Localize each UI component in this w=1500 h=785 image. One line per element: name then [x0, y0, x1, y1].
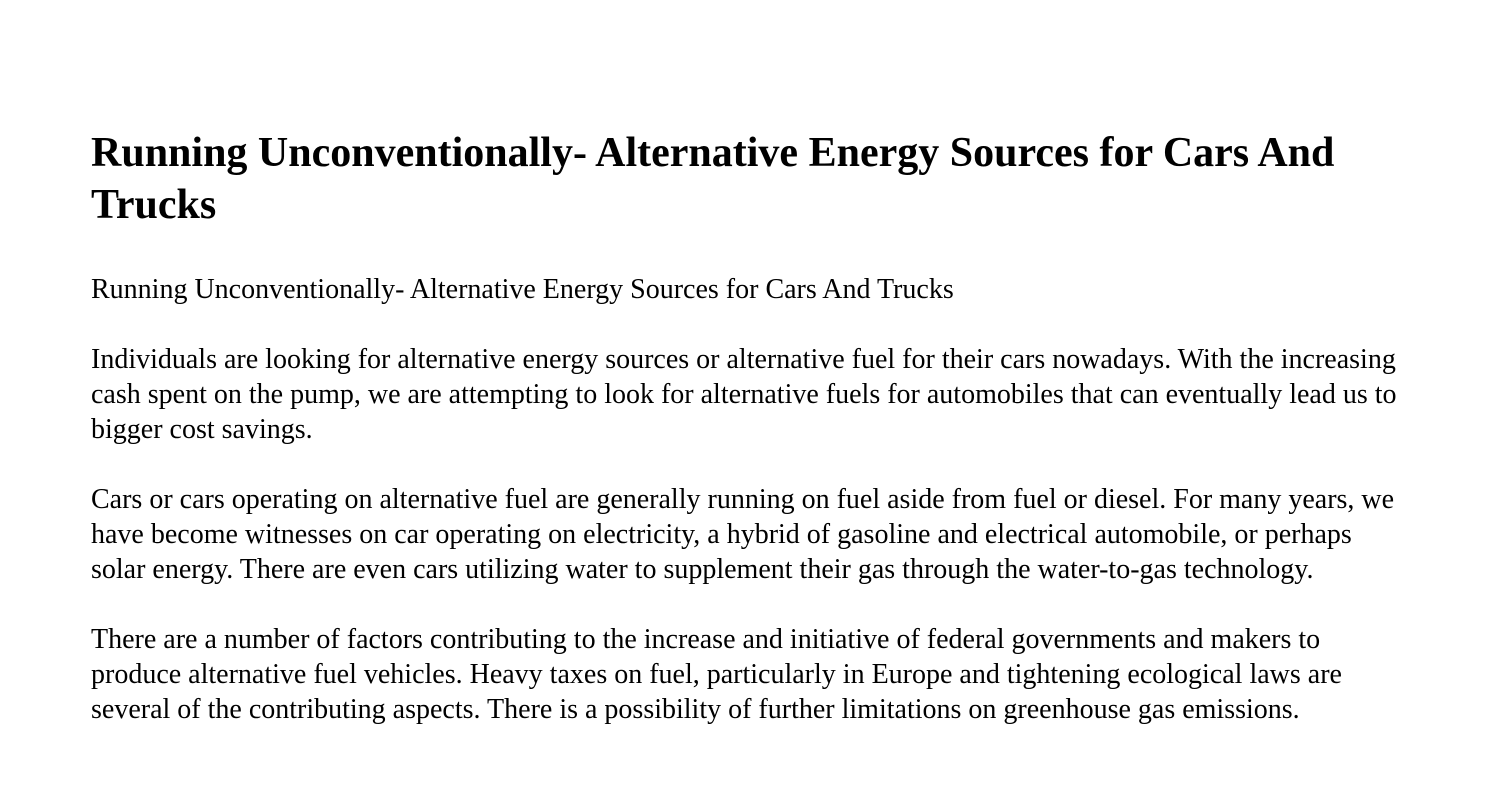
body-paragraph-2: Cars or cars operating on alternative fuel are generally running on fuel aside from fuel or diesel. For many years, we have become witnesses on car operating on electricity, a hybrid of gasoline and electrical automobile, or perhaps solar energy. There are even cars utilizing water to supplement their gas through the water-to-gas technology. — [91, 484, 1395, 585]
body-paragraph-3: There are a number of factors contributing to the increase and initiative of federal governments and makers to produce alternative fuel vehicles. Heavy taxes on fuel, particularly in Europe and tightening ecological laws are several of the contributing aspects. There is a possibility of further limitations on greenhouse gas emissions. — [91, 624, 1342, 725]
document-subtitle-paragraph: Running Unconventionally- Alternative Energy Sources for Cars And Trucks — [91, 274, 954, 305]
body-paragraph-1: Individuals are looking for alternative energy sources or alternative fuel for their cars nowadays. With the increasing cash spent on the pump, we are attempting to look for alternative fuels for automobiles that can eventually lead us to bigger cost savings. — [91, 344, 1397, 445]
document-title: Running Unconventionally- Alternative Energy Sources for Cars And Trucks — [91, 130, 1335, 228]
